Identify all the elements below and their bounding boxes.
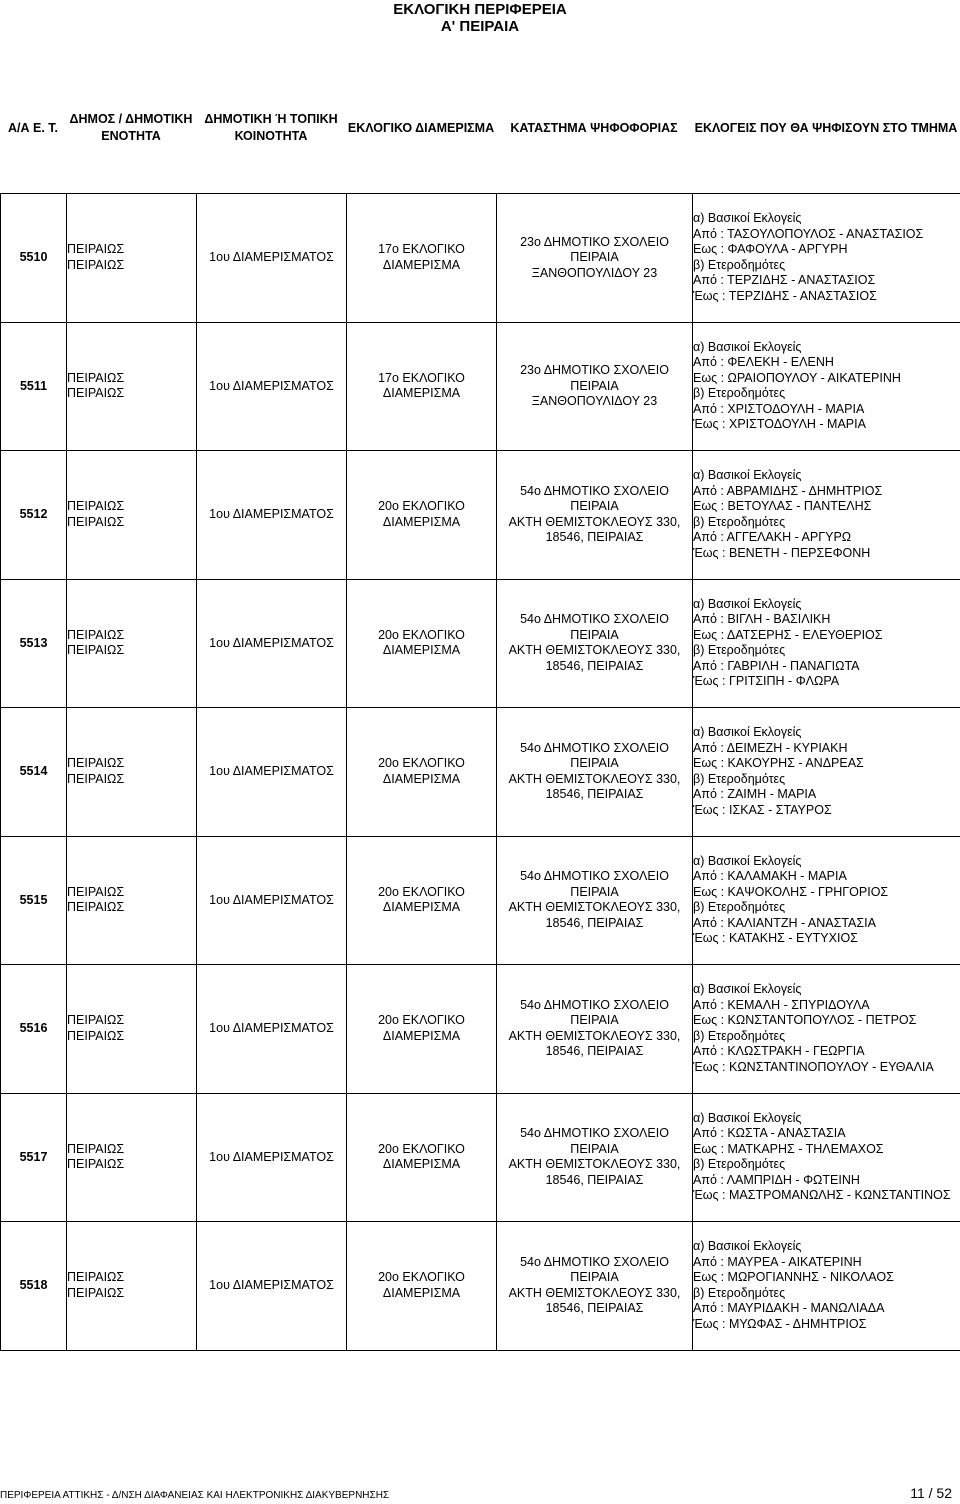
- district-line: ΔΙΑΜΕΡΙΣΜΑ: [382, 386, 461, 401]
- voters-line: Έως : ΙΣΚΑΣ - ΣΤΑΥΡΟΣ: [693, 802, 832, 817]
- voters-line: Έως : ΧΡΙΣΤΟΔΟΥΛΗ - ΜΑΡΙΑ: [693, 417, 866, 432]
- district-line: 20ο ΕΚΛΟΓΙΚΟ: [378, 627, 465, 642]
- voters-line: β) Ετεροδημότες: [693, 1157, 786, 1172]
- voters-line: Έως : ΜΑΣΤΡΟΜΑΝΩΛΗΣ - ΚΩΝΣΤΑΝΤΙΝΟΣ: [693, 1188, 951, 1203]
- section-id: 5513: [1, 579, 67, 708]
- polling-station-line: ΞΑΝΘΟΠΟΥΛΙΔΟΥ 23: [531, 265, 658, 280]
- voters-cell: [693, 579, 960, 708]
- section-id: 5518: [1, 1222, 67, 1351]
- section-id: 5515: [1, 836, 67, 965]
- municipality-name: ΠΕΙΡΑΙΩΣ: [67, 242, 125, 257]
- municipality-cell: [67, 579, 197, 708]
- page-title: ΕΚΛΟΓΙΚΗ ΠΕΡΙΦΕΡΕΙΑ: [393, 1, 567, 18]
- voters-line: Εως : ΜΩΡΟΓΙΑΝΝΗΣ - ΝΙΚΟΛΑΟΣ: [693, 1270, 894, 1285]
- voters-line: Εως : ΩΡΑΙΟΠΟΥΛΟΥ - ΑΙΚΑΤΕΡΙΝΗ: [693, 370, 901, 385]
- municipal-unit-name: ΠΕΙΡΑΙΩΣ: [67, 1285, 125, 1300]
- voters-line: α) Βασικοί Εκλογείς: [693, 1110, 802, 1125]
- polling-station-line: 54ο ΔΗΜΟΤΙΚΟ ΣΧΟΛΕΙΟ ΠΕΙΡΑΙΑ: [520, 483, 669, 514]
- district-line: ΔΙΑΜΕΡΙΣΜΑ: [382, 771, 461, 786]
- district-line: ΔΙΑΜΕΡΙΣΜΑ: [382, 257, 461, 272]
- polling-station-line: ΞΑΝΘΟΠΟΥΛΙΔΟΥ 23: [531, 394, 658, 408]
- polling-station-line: 23ο ΔΗΜΟΤΙΚΟ ΣΧΟΛΕΙΟ ΠΕΙΡΑΙΑ: [520, 363, 669, 393]
- municipality-name: ΠΕΙΡΑΙΩΣ: [67, 627, 125, 642]
- municipal-unit-name: ΠΕΙΡΑΙΩΣ: [67, 1028, 125, 1043]
- district-line: 17ο ΕΚΛΟΓΙΚΟ: [378, 242, 465, 257]
- voters-cell: [693, 194, 960, 323]
- polling-station-cell: [497, 708, 693, 837]
- municipal-unit-name: ΠΕΙΡΑΙΩΣ: [67, 643, 125, 658]
- polling-station-cell: [497, 1222, 693, 1351]
- voters-line: Εως : ΚΑΨΟΚΟΛΗΣ - ΓΡΗΓΟΡΙΟΣ: [693, 884, 889, 899]
- municipality-cell: [67, 1093, 197, 1222]
- municipal-unit-name: ΠΕΙΡΑΙΩΣ: [67, 900, 125, 915]
- municipality-name: ΠΕΙΡΑΙΩΣ: [67, 884, 125, 899]
- local-unit-cell: 1ου ΔΙΑΜΕΡΙΣΜΑΤΟΣ: [197, 322, 347, 451]
- district-line: 20ο ΕΚΛΟΓΙΚΟ: [378, 1013, 465, 1028]
- voters-line: Έως : ΒΕΝΕΤΗ - ΠΕΡΣΕΦΟΝΗ: [693, 545, 871, 560]
- polling-station-line: 23ο ΔΗΜΟΤΙΚΟ ΣΧΟΛΕΙΟ ΠΕΙΡΑΙΑ: [520, 234, 669, 264]
- district-line: ΔΙΑΜΕΡΙΣΜΑ: [382, 900, 461, 915]
- table-row: [1, 451, 960, 580]
- polling-station-cell: [497, 836, 693, 965]
- section-id: 5517: [1, 1093, 67, 1222]
- voters-line: β) Ετεροδημότες: [693, 514, 786, 529]
- table-row: [1, 194, 960, 323]
- voters-line: Έως : ΚΩΝΣΤΑΝΤΙΝΟΠΟΥΛΟΥ - ΕΥΘΑΛΙΑ: [693, 1059, 934, 1074]
- district-cell: [347, 322, 497, 451]
- municipality-cell: [67, 708, 197, 837]
- polling-station-line: ΑΚΤΗ ΘΕΜΙΣΤΟΚΛΕΟΥΣ 330,: [508, 643, 681, 658]
- voters-line: Από : ΛΑΜΠΡΙΔΗ - ΦΩΤΕΙΝΗ: [693, 1172, 860, 1187]
- section-id: 5512: [1, 451, 67, 580]
- polling-station-line: 18546, ΠΕΙΡΑΙΑΣ: [545, 530, 644, 545]
- district-line: 20ο ΕΚΛΟΓΙΚΟ: [378, 1141, 465, 1156]
- polling-station-line: 18546, ΠΕΙΡΑΙΑΣ: [545, 1172, 644, 1187]
- page-number: 11 / 52: [910, 1485, 952, 1501]
- polling-station-line: ΑΚΤΗ ΘΕΜΙΣΤΟΚΛΕΟΥΣ 330,: [508, 771, 681, 786]
- section-id: 5516: [1, 965, 67, 1094]
- voters-cell: [693, 451, 960, 580]
- polling-station-line: ΑΚΤΗ ΘΕΜΙΣΤΟΚΛΕΟΥΣ 330,: [508, 1285, 681, 1300]
- local-unit-cell: 1ου ΔΙΑΜΕΡΙΣΜΑΤΟΣ: [197, 194, 347, 323]
- municipal-unit-name: ΠΕΙΡΑΙΩΣ: [67, 1157, 125, 1172]
- district-cell: [347, 836, 497, 965]
- voters-line: α) Βασικοί Εκλογείς: [693, 853, 802, 868]
- voters-cell: [693, 836, 960, 965]
- polling-station-line: 54ο ΔΗΜΟΤΙΚΟ ΣΧΟΛΕΙΟ ΠΕΙΡΑΙΑ: [520, 997, 669, 1028]
- local-unit-cell: 1ου ΔΙΑΜΕΡΙΣΜΑΤΟΣ: [197, 965, 347, 1094]
- voters-line: α) Βασικοί Εκλογείς: [693, 982, 802, 997]
- municipal-unit-name: ΠΕΙΡΑΙΩΣ: [67, 514, 125, 529]
- local-unit-cell: 1ου ΔΙΑΜΕΡΙΣΜΑΤΟΣ: [197, 708, 347, 837]
- page-subtitle: Α' ΠΕΙΡΑΙΑ: [440, 18, 520, 35]
- district-line: 20ο ΕΚΛΟΓΙΚΟ: [378, 1270, 465, 1285]
- polling-station-line: 54ο ΔΗΜΟΤΙΚΟ ΣΧΟΛΕΙΟ ΠΕΙΡΑΙΑ: [520, 740, 669, 771]
- polling-station-cell: [497, 194, 693, 323]
- polling-station-line: ΑΚΤΗ ΘΕΜΙΣΤΟΚΛΕΟΥΣ 330,: [508, 1028, 681, 1043]
- section-id: 5511: [1, 322, 67, 451]
- voters-line: Από : ΒΙΓΛΗ - ΒΑΣΙΛΙΚΗ: [693, 612, 831, 627]
- polling-station-line: 54ο ΔΗΜΟΤΙΚΟ ΣΧΟΛΕΙΟ ΠΕΙΡΑΙΑ: [520, 869, 669, 899]
- local-unit-cell: 1ου ΔΙΑΜΕΡΙΣΜΑΤΟΣ: [197, 1093, 347, 1222]
- polling-station-line: ΑΚΤΗ ΘΕΜΙΣΤΟΚΛΕΟΥΣ 330,: [508, 1157, 681, 1172]
- voters-cell: [693, 1222, 960, 1351]
- voters-line: Από : ΚΕΜΑΛΗ - ΣΠΥΡΙΔΟΥΛΑ: [693, 997, 870, 1012]
- voters-cell: [693, 708, 960, 837]
- polling-station-cell: [497, 1093, 693, 1222]
- district-line: ΔΙΑΜΕΡΙΣΜΑ: [382, 1157, 461, 1172]
- municipality-cell: [67, 194, 197, 323]
- voters-line: Από : ΔΕΙΜΕΖΗ - ΚΥΡΙΑΚΗ: [693, 740, 848, 755]
- voters-line: α) Βασικοί Εκλογείς: [693, 211, 802, 226]
- column-header-district: ΕΚΛΟΓΙΚΟ ΔΙΑΜΕΡΙΣΜΑ: [347, 121, 495, 135]
- voters-line: Εως : ΒΕΤΟΥΛΑΣ - ΠΑΝΤΕΛΗΣ: [693, 499, 872, 514]
- voters-line: β) Ετεροδημότες: [693, 771, 786, 786]
- polling-station-line: 54ο ΔΗΜΟΤΙΚΟ ΣΧΟΛΕΙΟ ΠΕΙΡΑΙΑ: [520, 1126, 669, 1156]
- voters-line: Από : ΤΕΡΖΙΔΗΣ - ΑΝΑΣΤΑΣΙΟΣ: [693, 273, 876, 288]
- column-header-aa: Α/Α Ε. Τ.: [7, 121, 59, 135]
- voters-line: α) Βασικοί Εκλογείς: [693, 1239, 802, 1254]
- voters-line: α) Βασικοί Εκλογείς: [693, 468, 802, 483]
- voters-line: β) Ετεροδημότες: [693, 1028, 786, 1043]
- district-line: ΔΙΑΜΕΡΙΣΜΑ: [382, 1028, 461, 1043]
- voters-line: β) Ετεροδημότες: [693, 1285, 786, 1300]
- voters-line: Εως : ΦΑΦΟΥΛΑ - ΑΡΓΥΡΗ: [693, 242, 848, 257]
- voters-line: Έως : ΜΥΩΦΑΣ - ΔΗΜΗΤΡΙΟΣ: [693, 1316, 867, 1331]
- voters-line: β) Ετεροδημότες: [693, 900, 786, 915]
- district-cell: [347, 194, 497, 323]
- polling-station-line: ΑΚΤΗ ΘΕΜΙΣΤΟΚΛΕΟΥΣ 330,: [508, 514, 681, 529]
- polling-station-line: 18546, ΠΕΙΡΑΙΑΣ: [545, 1301, 644, 1316]
- voters-line: α) Βασικοί Εκλογείς: [693, 339, 802, 354]
- voters-line: β) Ετεροδημότες: [693, 257, 786, 272]
- voters-line: Από : ΚΑΛΑΜΑΚΗ - ΜΑΡΙΑ: [693, 869, 847, 884]
- voters-line: Από : ΤΑΣΟΥΛΟΠΟΥΛΟΣ - ΑΝΑΣΤΑΣΙΟΣ: [693, 226, 924, 241]
- voters-line: Έως : ΚΑΤΑΚΗΣ - ΕΥΤΥΧΙΟΣ: [693, 931, 858, 946]
- municipality-name: ΠΕΙΡΑΙΩΣ: [67, 1141, 125, 1156]
- polling-station-line: ΑΚΤΗ ΘΕΜΙΣΤΟΚΛΕΟΥΣ 330,: [508, 900, 681, 915]
- voters-line: α) Βασικοί Εκλογείς: [693, 596, 802, 611]
- municipality-cell: [67, 322, 197, 451]
- voters-line: Εως : ΚΑΚΟΥΡΗΣ - ΑΝΔΡΕΑΣ: [693, 756, 864, 771]
- section-id: 5514: [1, 708, 67, 837]
- polling-station-line: 54ο ΔΗΜΟΤΙΚΟ ΣΧΟΛΕΙΟ ΠΕΙΡΑΙΑ: [520, 612, 669, 642]
- voters-line: Από : ΑΒΡΑΜΙΔΗΣ - ΔΗΜΗΤΡΙΟΣ: [693, 483, 883, 498]
- district-cell: [347, 579, 497, 708]
- table-row: [1, 965, 960, 1094]
- municipality-name: ΠΕΙΡΑΙΩΣ: [67, 1270, 125, 1285]
- district-line: ΔΙΑΜΕΡΙΣΜΑ: [382, 1285, 461, 1300]
- polling-station-cell: [497, 965, 693, 1094]
- district-line: 20ο ΕΚΛΟΓΙΚΟ: [378, 884, 465, 899]
- district-line: 17ο ΕΚΛΟΓΙΚΟ: [378, 370, 465, 385]
- voters-cell: [693, 965, 960, 1094]
- voters-line: Εως : ΔΑΤΣΕΡΗΣ - ΕΛΕΥΘΕΡΙΟΣ: [693, 627, 883, 642]
- district-line: ΔΙΑΜΕΡΙΣΜΑ: [382, 643, 461, 658]
- polling-station-line: 18546, ΠΕΙΡΑΙΑΣ: [545, 915, 644, 930]
- voters-line: Από : ΓΑΒΡΙΛΗ - ΠΑΝΑΓΙΩΤΑ: [693, 658, 860, 673]
- polling-sections-table: [0, 193, 960, 1351]
- section-id: 5510: [1, 194, 67, 323]
- voters-line: Έως : ΓΡΙΤΣΙΠΗ - ΦΛΩΡΑ: [693, 674, 840, 689]
- district-line: ΔΙΑΜΕΡΙΣΜΑ: [382, 514, 461, 529]
- voters-line: Από : ΖΑΙΜΗ - ΜΑΡΙΑ: [693, 787, 817, 802]
- municipal-unit-name: ΠΕΙΡΑΙΩΣ: [67, 386, 125, 401]
- municipality-name: ΠΕΙΡΑΙΩΣ: [67, 370, 125, 385]
- polling-station-line: 54ο ΔΗΜΟΤΙΚΟ ΣΧΟΛΕΙΟ ΠΕΙΡΑΙΑ: [520, 1254, 669, 1285]
- polling-station-cell: [497, 322, 693, 451]
- district-cell: [347, 1093, 497, 1222]
- district-cell: [347, 451, 497, 580]
- table-row: [1, 708, 960, 837]
- municipality-cell: [67, 836, 197, 965]
- voters-cell: [693, 322, 960, 451]
- voters-cell: [693, 1093, 960, 1222]
- district-cell: [347, 1222, 497, 1351]
- voters-line: Από : ΚΛΩΣΤΡΑΚΗ - ΓΕΩΡΓΙΑ: [693, 1044, 865, 1059]
- voters-line: Από : ΦΕΛΕΚΗ - ΕΛΕΝΗ: [693, 355, 834, 370]
- column-header-local-unit-line2: ΚΟΙΝΟΤΗΤΑ: [234, 129, 308, 143]
- municipality-name: ΠΕΙΡΑΙΩΣ: [67, 1013, 125, 1028]
- polling-station-cell: [497, 579, 693, 708]
- column-header-municipality-line2: ΕΝΟΤΗΤΑ: [101, 129, 161, 143]
- table-row: [1, 1093, 960, 1222]
- table-row: [1, 1222, 960, 1351]
- polling-station-line: 18546, ΠΕΙΡΑΙΑΣ: [545, 658, 644, 673]
- footer-organization: ΠΕΡΙΦΕΡΕΙΑ ΑΤΤΙΚΗΣ - Δ/ΝΣΗ ΔΙΑΦΑΝΕΙΑΣ ΚΑΙ ΗΛΕΚΤΡΟΝΙΚΗΣ ΔΙΑΚΥΒΕΡΝΗΣΗΣ: [0, 1490, 390, 1501]
- table-row: [1, 322, 960, 451]
- voters-line: Από : ΑΓΓΕΛΑΚΗ - ΑΡΓΥΡΩ: [693, 530, 852, 545]
- municipality-cell: [67, 1222, 197, 1351]
- column-header-local-unit-line1: ΔΗΜΟΤΙΚΗ Ή ΤΟΠΙΚΗ: [204, 112, 338, 126]
- local-unit-cell: 1ου ΔΙΑΜΕΡΙΣΜΑΤΟΣ: [197, 451, 347, 580]
- municipal-unit-name: ΠΕΙΡΑΙΩΣ: [67, 771, 125, 786]
- voters-line: Εως : ΚΩΝΣΤΑΝΤΟΠΟΥΛΟΣ - ΠΕΤΡΟΣ: [693, 1013, 917, 1028]
- voters-line: Εως : ΜΑΤΚΑΡΗΣ - ΤΗΛΕΜΑΧΟΣ: [693, 1141, 884, 1156]
- table-row: [1, 836, 960, 965]
- column-header-local-unit: [196, 111, 346, 145]
- municipal-unit-name: ΠΕΙΡΑΙΩΣ: [67, 257, 125, 272]
- voters-line: α) Βασικοί Εκλογείς: [693, 725, 802, 740]
- column-header-voters: ΕΚΛΟΓΕΙΣ ΠΟΥ ΘΑ ΨΗΦΙΣΟΥΝ ΣΤΟ ΤΜΗΜΑ: [694, 121, 958, 135]
- voters-line: Έως : ΤΕΡΖΙΔΗΣ - ΑΝΑΣΤΑΣΙΟΣ: [693, 288, 877, 303]
- local-unit-cell: 1ου ΔΙΑΜΕΡΙΣΜΑΤΟΣ: [197, 1222, 347, 1351]
- district-line: 20ο ΕΚΛΟΓΙΚΟ: [378, 499, 465, 514]
- voters-line: Από : ΜΑΥΡΙΔΑΚΗ - ΜΑΝΩΛΙΑΔΑ: [693, 1301, 885, 1316]
- column-header-polling-station: ΚΑΤΑΣΤΗΜΑ ΨΗΦΟΦΟΡΙΑΣ: [510, 121, 678, 135]
- district-cell: [347, 708, 497, 837]
- polling-station-line: 18546, ΠΕΙΡΑΙΑΣ: [545, 787, 644, 802]
- voters-line: Από : ΚΑΛΙΑΝΤΖΗ - ΑΝΑΣΤΑΣΙΑ: [693, 915, 876, 930]
- polling-station-line: 18546, ΠΕΙΡΑΙΑΣ: [545, 1044, 644, 1059]
- municipality-cell: [67, 451, 197, 580]
- district-cell: [347, 965, 497, 1094]
- table-body: [1, 194, 960, 1351]
- voters-line: β) Ετεροδημότες: [693, 643, 786, 658]
- voters-line: Από : ΚΩΣΤΑ - ΑΝΑΣΤΑΣΙΑ: [693, 1126, 846, 1141]
- voters-line: Από : ΜΑΥΡΕΑ - ΑΙΚΑΤΕΡΙΝΗ: [693, 1254, 862, 1269]
- municipality-name: ΠΕΙΡΑΙΩΣ: [67, 756, 125, 771]
- municipality-cell: [67, 965, 197, 1094]
- local-unit-cell: 1ου ΔΙΑΜΕΡΙΣΜΑΤΟΣ: [197, 579, 347, 708]
- column-header-municipality-line1: ΔΗΜΟΣ / ΔΗΜΟΤΙΚΗ: [69, 112, 193, 126]
- district-line: 20ο ΕΚΛΟΓΙΚΟ: [378, 756, 465, 771]
- table-row: [1, 579, 960, 708]
- local-unit-cell: 1ου ΔΙΑΜΕΡΙΣΜΑΤΟΣ: [197, 836, 347, 965]
- voters-line: β) Ετεροδημότες: [693, 386, 786, 401]
- municipality-name: ΠΕΙΡΑΙΩΣ: [67, 499, 125, 514]
- polling-station-cell: [497, 451, 693, 580]
- voters-line: Από : ΧΡΙΣΤΟΔΟΥΛΗ - ΜΑΡΙΑ: [693, 401, 865, 416]
- column-header-municipality: [66, 111, 196, 145]
